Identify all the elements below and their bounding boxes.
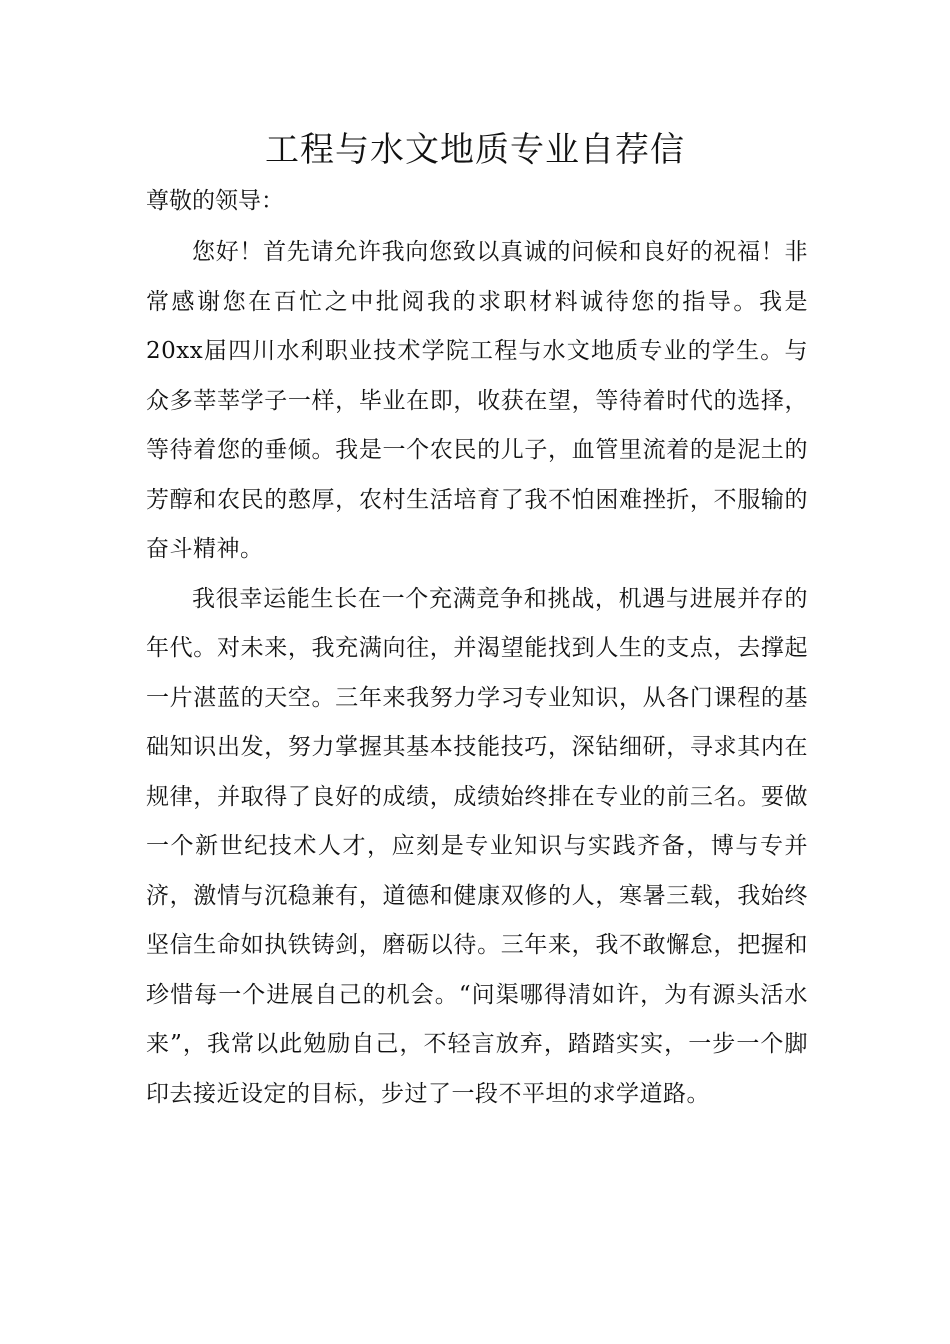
paragraph-1: 您好！首先请允许我向您致以真诚的问候和良好的祝福！非常感谢您在百忙之中批阅我的求职材料诚待您的指导。我是20xx届四川水利职业技术学院工程与水文地质专业的学生。与众多莘莘学子一样，毕业在即，收获在望，等待着时代的选择，等待着您的垂倾。我是一个农民的儿子，血管里流着的是泥土的芳醇和农民的憨厚，农村生活培育了我不怕困难挫折，不服输的奋斗精神。 [146,239,808,562]
letter-body [146,178,808,1119]
salutation: 尊敬的领导： [146,188,284,214]
paragraph-2: 我很幸运能生长在一个充满竞争和挑战，机遇与进展并存的年代。对未来，我充满向往，并渴望能找到人生的支点，去撑起一片湛蓝的天空。三年来我努力学习专业知识，从各门课程的基础知识出发，努力掌握其基本技能技巧，深钻细研，寻求其内在规律，并取得了良好的成绩，成绩始终排在专业的前三名。要做一个新世纪技术人才，应刻是专业知识与实践齐备，博与专并济，激情与沉稳兼有，道德和健康双修的人，寒暑三载，我始终坚信生命如执铁铸剑，磨砺以待。三年来，我不敢懈怠，把握和珍惜每一个进展自己的机会。“问渠哪得清如许，为有源头活水来”，我常以此勉励自己，不轻言放弃，踏踏实实，一步一个脚印去接近设定的目标，步过了一段不平坦的求学道路。 [146,585,808,1107]
document-title: 工程与水文地质专业自荐信 [265,130,685,170]
